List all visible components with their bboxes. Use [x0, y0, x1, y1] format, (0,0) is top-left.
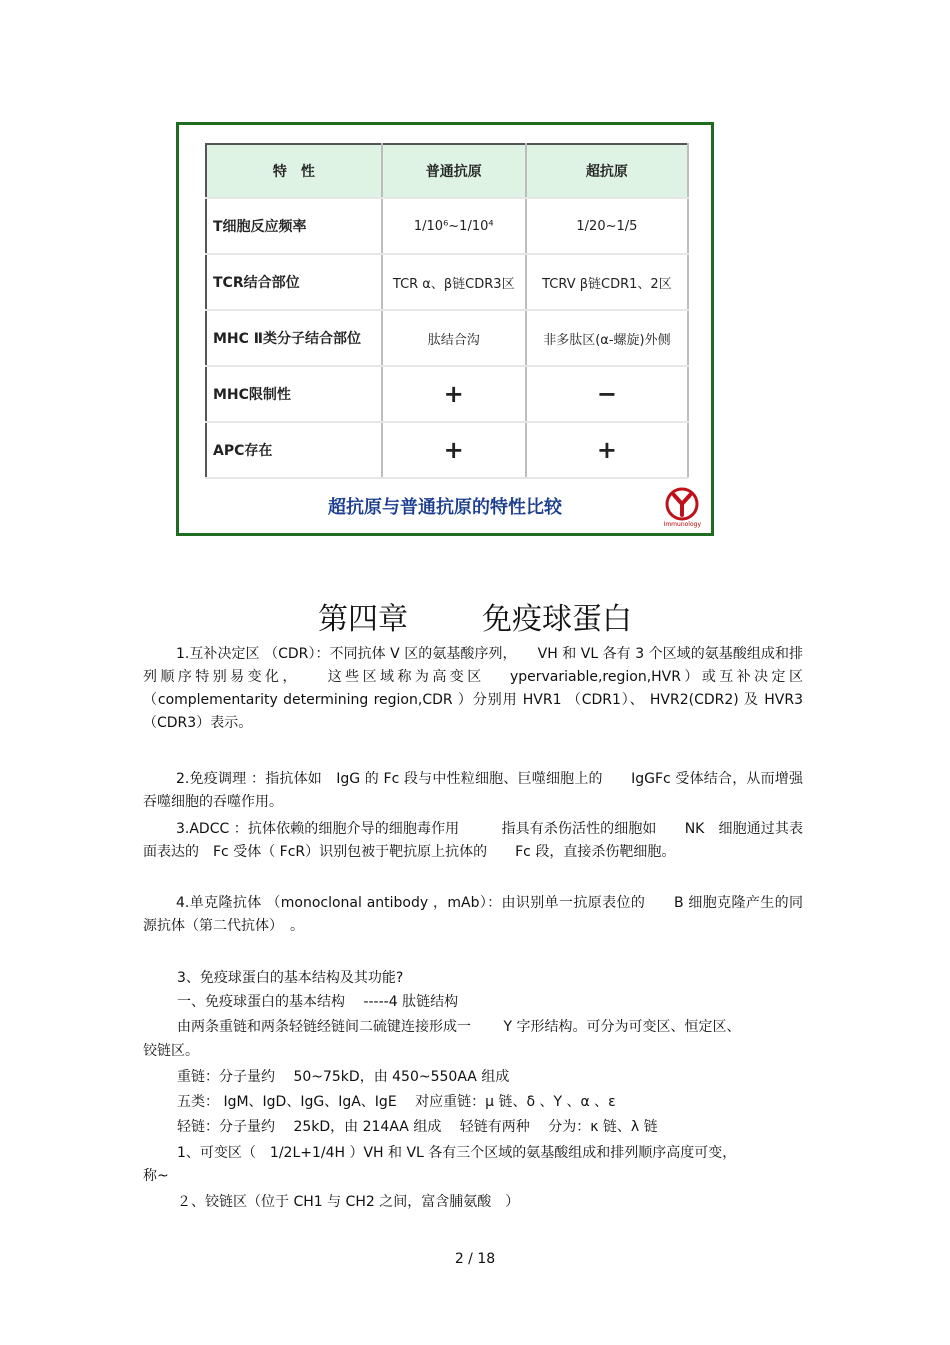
table-row	[206, 422, 688, 478]
normal-cell: 1/10⁶~1/10⁴	[382, 198, 526, 254]
row-label: T细胞反应频率	[206, 198, 382, 254]
immunology-logo-icon	[665, 487, 699, 521]
table-row	[206, 198, 688, 254]
chapter-number: 第四章	[318, 602, 408, 637]
table-row	[206, 254, 688, 310]
structure-desc-cont: 铰链区。	[143, 1043, 199, 1059]
paragraph-monoclonal: 4.单克隆抗体 （monoclonal antibody ，mAb）：由识别单一抗原表位的 B 细胞克隆产生的同源抗体（第二代抗体） 。	[143, 895, 803, 934]
chapter-title: 免疫球蛋白	[482, 602, 632, 637]
normal-cell: +	[382, 366, 526, 422]
super-cell: 非多肽区(α-螺旋)外侧	[526, 310, 688, 366]
table-row	[206, 366, 688, 422]
header-property: 特 性	[206, 144, 382, 198]
paragraph-opsonization: 2.免疫调理 ：指抗体如 IgG 的 Fc 段与中性粒细胞、巨噬细胞上的 IgGFc 受体结合，从而增强吞噬细胞的吞噬作用。	[143, 771, 803, 810]
normal-cell: TCR α、β链CDR3区	[382, 254, 526, 310]
question-heading: 3、免疫球蛋白的基本结构及其功能?	[177, 970, 404, 986]
row-label: APC存在	[206, 422, 382, 478]
row-label: MHC限制性	[206, 366, 382, 422]
structure-desc: 由两条重链和两条轻链经链间二硫键连接形成一 Y 字形结构。可分为可变区、恒定区、	[177, 1019, 741, 1035]
structure-heading: 一、免疫球蛋白的基本结构 -----4 肽链结构	[177, 994, 459, 1010]
hinge-region-line: ２、铰链区（位于 CH1 与 CH2 之间，富含脯氨酸 ）	[177, 1194, 520, 1210]
comparison-slide	[176, 122, 714, 536]
super-cell: −	[526, 366, 688, 422]
variable-region-line: 1、可变区（ 1/2L+1/4H ）VH 和 VL 各有三个区域的氨基酸组成和排列顺序高度可变，	[177, 1145, 737, 1161]
super-cell: +	[526, 422, 688, 478]
chapter-heading	[0, 594, 950, 638]
comparison-table	[205, 143, 689, 479]
slide-caption: 超抗原与普通抗原的特性比较	[328, 497, 562, 518]
paragraph-cdr: 1.互补决定区 （CDR）：不同抗体 V 区的氨基酸序列， VH 和 VL 各有 3 个区域的氨基酸组成和排列顺序特别易变化， 这些区域称为高变区 ypervariable,region,HVR）或互补决定区（complementarity determining region,CDR ）分别用 HVR1 （CDR1）、 HVR2(CDR2) 及 HVR3（CDR3）表示。	[143, 646, 803, 731]
super-cell: 1/20~1/5	[526, 198, 688, 254]
super-cell: TCRV β链CDR1、2区	[526, 254, 688, 310]
classes-line: 五类： IgM、IgD、IgG、IgA、IgE 对应重链：μ 链、δ 、Υ 、α 、ε	[177, 1094, 616, 1110]
header-normal-antigen: 普通抗原	[382, 144, 526, 198]
header-superantigen: 超抗原	[526, 144, 688, 198]
logo-text: Immunology	[663, 521, 701, 528]
row-label: MHC Ⅱ类分子结合部位	[206, 310, 382, 366]
paragraph-adcc: 3.ADCC ：抗体依赖的细胞介导的细胞毒作用 指具有杀伤活性的细胞如 NK 细胞通过其表面表达的 Fc 受体（ FcR）识别包被于靶抗原上抗体的 Fc 段，直接杀伤靶细胞。	[143, 821, 803, 860]
table-header-row	[206, 144, 688, 198]
page-number: 2 / 18	[454, 1251, 496, 1267]
table-row	[206, 310, 688, 366]
variable-region-cont: 称~	[143, 1168, 169, 1184]
row-label: TCR结合部位	[206, 254, 382, 310]
normal-cell: 肽结合沟	[382, 310, 526, 366]
light-chain-line: 轻链：分子量约 25kD，由 214AA 组成 轻链有两种 分为：κ 链、λ 链	[177, 1119, 658, 1135]
heavy-chain-line: 重链：分子量约 50~75kD，由 450~550AA 组成	[177, 1069, 510, 1085]
normal-cell: +	[382, 422, 526, 478]
